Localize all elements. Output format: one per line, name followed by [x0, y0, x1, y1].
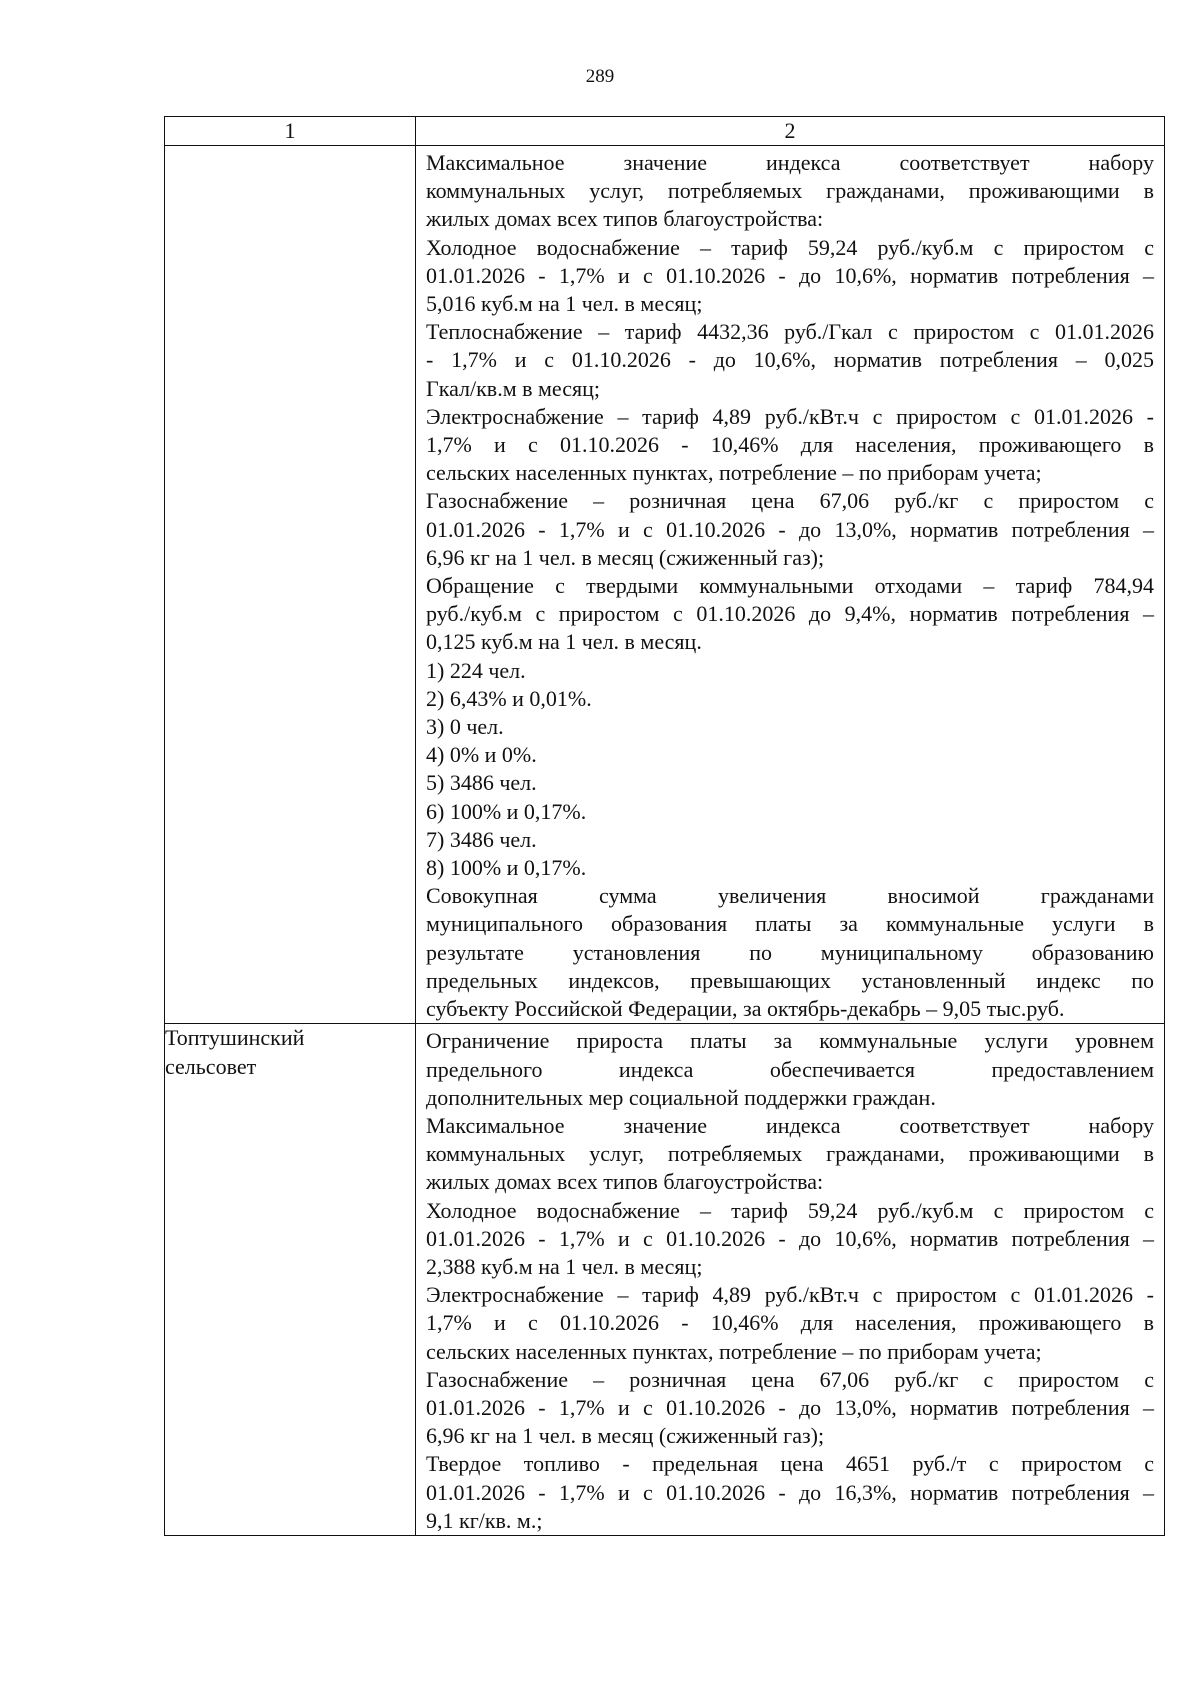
text-line: субъекту Российской Федерации, за октябрь-декабрь – 9,05 тыс.руб.: [426, 996, 1065, 1022]
region-name-cell: [165, 1024, 416, 1536]
text-line: 6,96 кг на 1 чел. в месяц (сжиженный газ);: [426, 544, 825, 570]
text-line: 2) 6,43% и 0,01%.: [426, 685, 592, 711]
region-name-line: Топтушинский: [165, 1025, 305, 1051]
text-line: Электроснабжение – тариф 4,89 руб./кВт.ч с приростом с 01.01.2026 -: [426, 403, 1154, 429]
description-cell: [416, 146, 1165, 1024]
text-line: коммунальных услуг, потребляемых гражданами, проживающими в: [426, 1141, 1154, 1167]
column-header-2: 2: [416, 117, 1165, 146]
text-line: - 1,7% и с 01.10.2026 - до 10,6%, норматив потребления – 0,025: [426, 347, 1154, 373]
paragraph: [426, 685, 1154, 713]
text-line: Гкал/кв.м в месяц;: [426, 375, 601, 401]
text-line: результате установления по муниципальному образованию: [426, 939, 1154, 965]
paragraph: [426, 1197, 1154, 1282]
region-name-cell: [165, 146, 416, 1024]
paragraph: [426, 657, 1154, 685]
text-line: дополнительных мер социальной поддержки граждан.: [426, 1084, 936, 1110]
text-line: 1,7% и с 01.10.2026 - 10,46% для населения, проживающего в: [426, 432, 1154, 458]
text-line: Максимальное значение индекса соответствует набору: [426, 1112, 1154, 1138]
paragraph: [426, 1027, 1154, 1112]
column-header-1: 1: [165, 117, 416, 146]
text-line: 7) 3486 чел.: [426, 826, 537, 852]
text-line: 0,125 куб.м на 1 чел. в месяц.: [426, 629, 702, 655]
paragraph: [426, 882, 1154, 1023]
text-line: 1) 224 чел.: [426, 657, 526, 683]
text-line: Совокупная сумма увеличения вносимой гражданами: [426, 883, 1154, 909]
paragraph: [426, 1112, 1154, 1197]
paragraph: [426, 1281, 1154, 1366]
paragraph: [426, 854, 1154, 882]
text-line: 1,7% и с 01.10.2026 - 10,46% для населения, проживающего в: [426, 1310, 1154, 1336]
text-line: 5,016 куб.м на 1 чел. в месяц;: [426, 291, 703, 317]
paragraph: [426, 798, 1154, 826]
paragraph: [426, 487, 1154, 572]
text-line: сельских населенных пунктах, потребление – по приборам учета;: [426, 1338, 1042, 1364]
paragraph: [426, 826, 1154, 854]
text-line: 2,388 куб.м на 1 чел. в месяц;: [426, 1253, 703, 1279]
paragraph: [426, 769, 1154, 797]
text-line: предельного индекса обеспечивается предоставлением: [426, 1056, 1154, 1082]
text-line: жилых домах всех типов благоустройства:: [426, 206, 824, 232]
text-line: Газоснабжение – розничная цена 67,06 руб./кг с приростом с: [426, 488, 1154, 514]
region-name-line: сельсовет: [165, 1053, 257, 1079]
paragraph: [426, 403, 1154, 488]
text-line: 6) 100% и 0,17%.: [426, 798, 587, 824]
text-line: Обращение с твердыми коммунальными отходами – тариф 784,94: [426, 573, 1154, 599]
document-table: [164, 116, 1165, 1536]
text-line: сельских населенных пунктах, потребление – по приборам учета;: [426, 460, 1042, 486]
text-line: Теплоснабжение – тариф 4432,36 руб./Гкал с приростом с 01.01.2026: [426, 319, 1154, 345]
text-line: руб./куб.м с приростом с 01.10.2026 до 9,4%, норматив потребления –: [426, 601, 1154, 627]
page-number: 289: [585, 66, 615, 87]
text-line: Электроснабжение – тариф 4,89 руб./кВт.ч с приростом с 01.01.2026 -: [426, 1282, 1154, 1308]
paragraph: [426, 234, 1154, 319]
paragraph: [426, 1450, 1154, 1535]
text-line: 3) 0 чел.: [426, 714, 504, 740]
text-line: 6,96 кг на 1 чел. в месяц (сжиженный газ);: [426, 1423, 825, 1449]
table-row: [165, 146, 1165, 1024]
text-line: Газоснабжение – розничная цена 67,06 руб./кг с приростом с: [426, 1366, 1154, 1392]
text-line: Твердое топливо - предельная цена 4651 руб./т с приростом с: [426, 1451, 1154, 1477]
text-line: муниципального образования платы за коммунальные услуги в: [426, 911, 1154, 937]
paragraph: [426, 741, 1154, 769]
table-row: [165, 1024, 1165, 1536]
text-line: 01.01.2026 - 1,7% и с 01.10.2026 - до 16,3%, норматив потребления –: [426, 1479, 1154, 1505]
table-header-row: [165, 117, 1165, 146]
text-line: Холодное водоснабжение – тариф 59,24 руб./куб.м с приростом с: [426, 234, 1154, 260]
text-line: 01.01.2026 - 1,7% и с 01.10.2026 - до 10,6%, норматив потребления –: [426, 262, 1154, 288]
text-line: 9,1 кг/кв. м.;: [426, 1507, 543, 1533]
text-line: коммунальных услуг, потребляемых гражданами, проживающими в: [426, 178, 1154, 204]
paragraph: [426, 318, 1154, 403]
text-line: Холодное водоснабжение – тариф 59,24 руб./куб.м с приростом с: [426, 1197, 1154, 1223]
text-line: 4) 0% и 0%.: [426, 742, 537, 768]
text-line: Ограничение прироста платы за коммунальные услуги уровнем: [426, 1028, 1154, 1054]
paragraph: [426, 572, 1154, 657]
text-line: 5) 3486 чел.: [426, 770, 537, 796]
text-line: 8) 100% и 0,17%.: [426, 855, 587, 881]
description-cell: [416, 1024, 1165, 1536]
text-line: 01.01.2026 - 1,7% и с 01.10.2026 - до 13,0%, норматив потребления –: [426, 516, 1154, 542]
paragraph: [426, 713, 1154, 741]
text-line: Максимальное значение индекса соответствует набору: [426, 150, 1154, 175]
text-line: жилых домах всех типов благоустройства:: [426, 1169, 824, 1195]
text-line: 01.01.2026 - 1,7% и с 01.10.2026 - до 13,0%, норматив потребления –: [426, 1394, 1154, 1420]
text-line: предельных индексов, превышающих установленный индекс по: [426, 967, 1154, 993]
text-line: 01.01.2026 - 1,7% и с 01.10.2026 - до 10,6%, норматив потребления –: [426, 1225, 1154, 1251]
paragraph: [426, 1366, 1154, 1451]
paragraph: [426, 149, 1154, 234]
